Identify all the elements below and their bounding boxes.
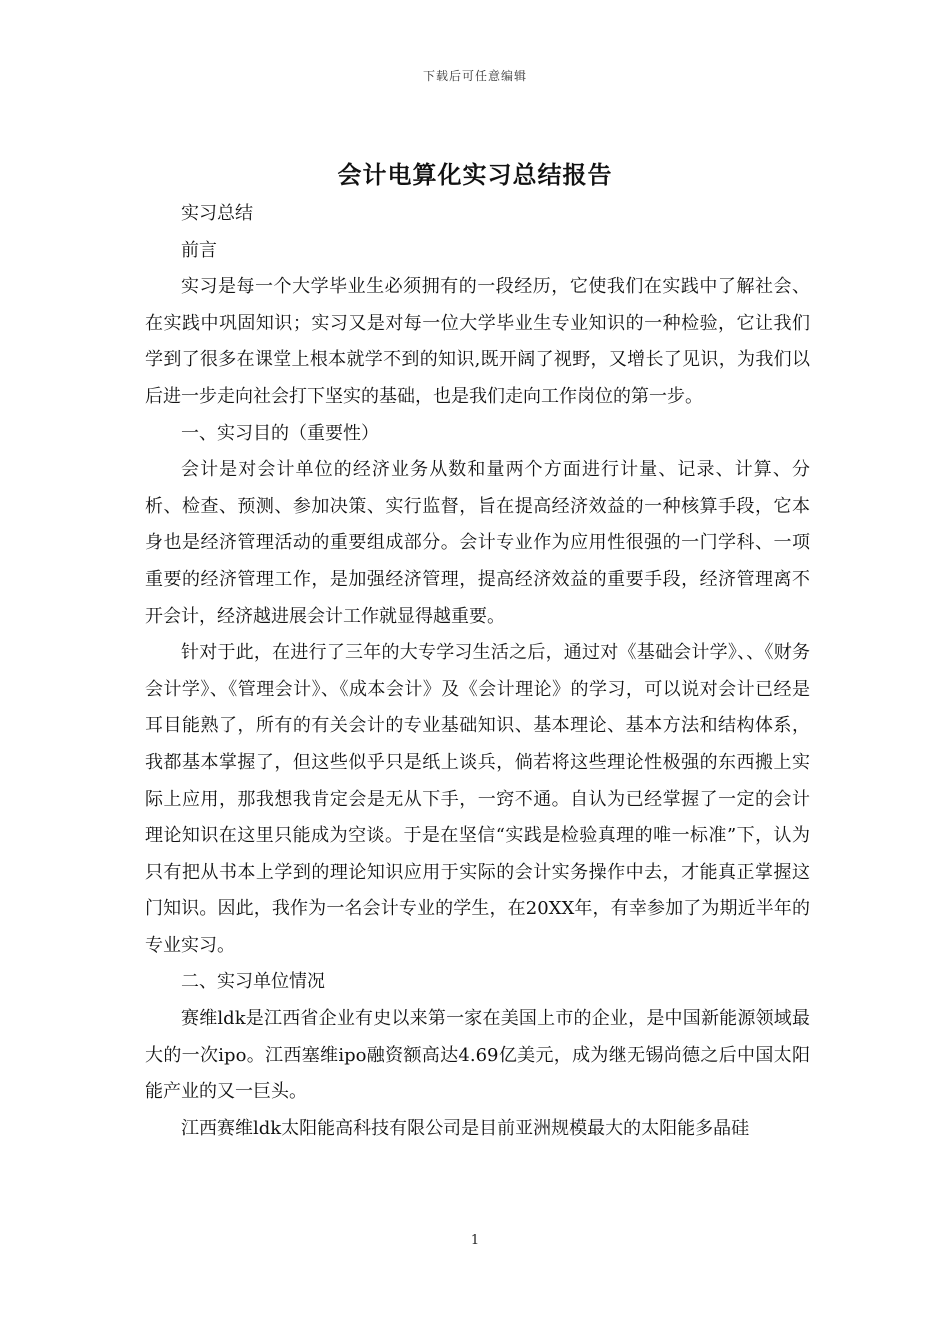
heading-company-info: 二、实习单位情况 [181,971,325,993]
paragraph-company-ipo: 赛维ldk是江西省企业有史以来第一家在美国上市的企业，是中国新能源领域最大的一次ipo。江西塞维ipo融资额高达4.69亿美元，成为继无锡尚德之后中国太阳能产业的又一巨头。 [145,1008,810,1103]
page-number: 1 [470,1233,480,1248]
paragraph-study-background: 针对于此，在进行了三年的大专学习生活之后，通过对《基础会计学》、、《财务会计学》、《管理会计》、《成本会计》及《会计理论》的学习，可以说对会计已经是耳目能熟了，所有的有关会计的专业基础知识、基本理论、基本方法和结构体系，我都基本掌握了，但这些似乎只是纸上谈兵，倘若将这些理论性极强的东西搬上实际上应用，那我想我肯定会是无从下手，一窍不通。自认为已经掌握了一定的会计理论知识在这里只能成为空谈。于是在坚信“实践是检验真理的唯一标准”下，认为只有把从书本上学到的理论知识应用于实际的会计实务操作中去，才能真正掌握这门知识。因此，我作为一名会计专业的学生，在20XX年，有幸参加了为期近半年的专业实习。 [145,642,810,956]
section-label-summary: 实习总结 [181,203,253,224]
heading-internship-purpose: 一、实习目的（重要性） [181,422,379,444]
paragraph-accounting-definition: 会计是对会计单位的经济业务从数和量两个方面进行计量、记录、计算、分析、检查、预测、参加决策、实行监督，旨在提高经济效益的一种核算手段，它本身也是经济管理活动的重要组成部分。会计专业作为应用性很强的一门学科、一项重要的经济管理工作，是加强经济管理，提高经济效益的重要手段，经济管理离不开会计，经济越进展会计工作就显得越重要。 [145,459,810,627]
page-header-note: 下载后可任意编辑 [422,69,527,83]
paragraph-company-intro: 江西赛维ldk太阳能高科技有限公司是目前亚洲规模最大的太阳能多晶硅 [181,1117,750,1139]
paragraph-preface: 实习是每一个大学毕业生必须拥有的一段经历，它使我们在实践中了解社会、在实践中巩固知识；实习又是对每一位大学毕业生专业知识的一种检验，它让我们学到了很多在课堂上根本就学不到的知识,既开阔了视野，又增长了见识，为我们以后进一步走向社会打下坚实的基础，也是我们走向工作岗位的第一步。 [145,276,810,407]
document-body [145,196,810,1147]
document-title: 会计电算化实习总结报告 [337,161,613,189]
section-label-preface: 前言 [181,239,217,261]
